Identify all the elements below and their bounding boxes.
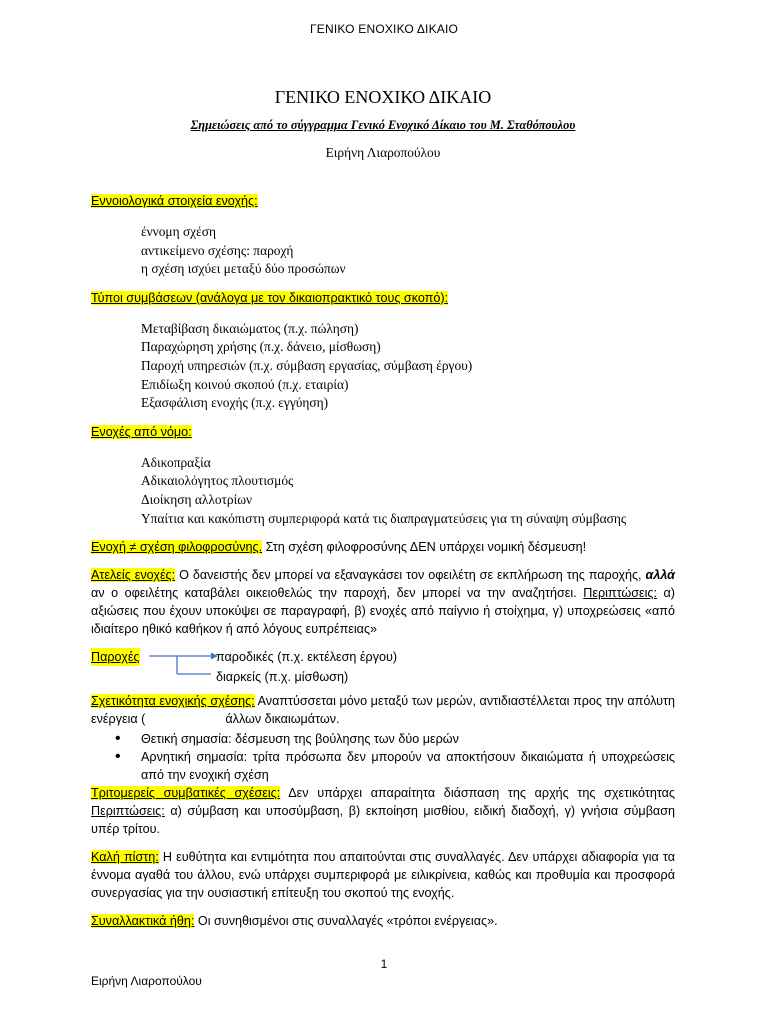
- section-contracts-heading: [91, 289, 675, 307]
- cases-label: Περιπτώσεις:: [91, 804, 165, 819]
- paragraph-text: Οι συνηθισμένοι στις συναλλαγές «τρόποι ενέργειας».: [194, 914, 498, 929]
- highlighted-heading: Τριτομερείς συμβατικές σχέσεις:: [91, 786, 281, 801]
- highlighted-heading: Σχετικότητα ενοχικής σχέσης:: [91, 694, 255, 709]
- highlighted-heading: Ενοχές από νόμο:: [91, 424, 192, 439]
- list-item: αντικείμενο σχέσης: παροχή: [141, 242, 294, 258]
- section-concepts-heading: [91, 192, 675, 210]
- list-item: Παροχή υπηρεσιών (π.χ. σύμβαση εργασίας, σύμβαση έργου): [141, 357, 473, 373]
- paragraph-text: α) αξιώσεις που έχουν υποκύψει σε παραγραφή, β) ενοχές από παίγνιο ή στοίχημα, γ) υποχρεώσεις «από ιδιαίτερο ηθικό καθήκον ή από λόγους ευπρέπειας»: [91, 586, 675, 637]
- document-subtitle: Σημειώσεις από το σύγγραμμα Γενικό Ενοχικό Δίκαιο του Μ. Σταθόπουλου: [190, 118, 576, 132]
- section-third-party: [91, 784, 675, 838]
- contracts-list: [141, 320, 675, 413]
- section-imperfect: [91, 566, 675, 638]
- section-good-faith: [91, 848, 675, 902]
- list-item: Εξασφάλιση ενοχής (π.χ. εγγύηση): [141, 395, 329, 411]
- highlighted-heading: Καλή πίστη:: [91, 850, 159, 865]
- section-provisions: [91, 648, 675, 688]
- list-item: Επιδίωξη κοινού σκοπού (π.χ. εταιρία): [141, 376, 349, 392]
- list-item: Αδικαιολόγητος πλουτισμός: [141, 473, 294, 489]
- document-title: ΓΕΝΙΚΟ ΕΝΟΧΙΚΟ ΔΙΚΑΙΟ: [274, 87, 492, 107]
- bullet-item: • Θετική σημασία: δέσμευση της βούλησης των δύο μερών: [91, 730, 675, 748]
- provision-item: διαρκείς (π.χ. μίσθωση): [216, 670, 349, 685]
- paragraph-text: Η ευθύτητα και εντιμότητα που απαιτούνται στις συναλλαγές. Δεν υπάρχει αδιαφορία για τα έννομα αγαθά του άλλου, ενώ υπάρχει συμπεριφορά με ειλικρίνεια, καθώς και προθυμία και προσφορά συνεργασίας για την ουσιαστική επίτευξη του σκοπού της ενοχής.: [91, 850, 675, 901]
- page-number: 1: [380, 957, 388, 971]
- provision-item: παροδικές (π.χ. εκτέλεση έργου): [216, 650, 398, 665]
- section-customs: [91, 912, 675, 930]
- paragraph-text: άλλων δικαιωμάτων.: [225, 712, 340, 727]
- concepts-list: [141, 223, 675, 279]
- list-item: η σχέση ισχύει μεταξύ δύο προσώπων: [141, 261, 346, 277]
- section-law-heading: [91, 423, 675, 441]
- highlighted-heading: Ενοχή ≠ σχέση φιλοφροσύνης.: [91, 540, 263, 555]
- paragraph-text: α) σύμβαση και υποσύμβαση, β) εκποίηση μισθίου, ειδική διαδοχή, γ) γνήσια σύμβαση υπέρ τρίτου.: [91, 804, 675, 837]
- document-author: Ειρήνη Λιαροπούλου: [325, 145, 441, 160]
- paragraph-text: Ο δανειστής δεν μπορεί να εξαναγκάσει τον οφειλέτη σε εκπλήρωση της παροχής,: [175, 568, 646, 583]
- highlighted-heading: Ατελείς ενοχές:: [91, 568, 176, 583]
- paragraph-text: Αναπτύσσεται μόνο μεταξύ των μερών, αντιδιαστέλλεται προς την απόλυτη ενέργεια (: [91, 694, 675, 727]
- section-relativity: [91, 692, 675, 728]
- list-item: Αδικοπραξία: [141, 454, 211, 470]
- highlighted-heading: Τύποι συμβάσεων (ανάλογα με τον δικαιοπρακτικό τους σκοπό):: [91, 290, 449, 305]
- law-list: [141, 454, 675, 528]
- paragraph-text: Δεν υπάρχει απαραίτητα διάσπαση της αρχής της σχετικότητας: [280, 786, 676, 801]
- bullet-item: • Αρνητική σημασία: τρίτα πρόσωπα δεν μπορούν να αποκτήσουν δικαιώματα ή υποχρεώσεις από την ενοχική σχέση: [91, 748, 675, 784]
- highlighted-heading: Συναλλακτικά ήθη:: [91, 914, 195, 929]
- list-item: Διοίκηση αλλοτρίων: [141, 491, 253, 507]
- relativity-bullets: [91, 730, 675, 784]
- list-item: Μεταβίβαση δικαιώματος (π.χ. πώληση): [141, 320, 359, 336]
- document-body: [91, 86, 675, 940]
- branch-arrow-icon: [147, 648, 219, 680]
- section-friendship: [91, 538, 675, 556]
- emphasis-text: αλλά: [645, 568, 675, 583]
- paragraph-text: Στη σχέση φιλοφροσύνης ΔΕΝ υπάρχει νομική δέσμευση!: [262, 540, 587, 555]
- list-item: Υπαίτια και κακόπιστη συμπεριφορά κατά τις διαπραγματεύσεις για τη σύναψη σύμβασης: [141, 510, 627, 526]
- list-item: Παραχώρηση χρήσης (π.χ. δάνειο, μίσθωση): [141, 339, 381, 355]
- highlighted-heading: Παροχές: [91, 650, 140, 665]
- cases-label: Περιπτώσεις:: [583, 586, 657, 601]
- running-header: ΓΕΝΙΚΟ ΕΝΟΧΙΚΟ ΔΙΚΑΙΟ: [309, 22, 459, 36]
- highlighted-heading: Εννοιολογικά στοιχεία ενοχής:: [91, 194, 258, 208]
- list-item: έννομη σχέση: [141, 224, 216, 239]
- footer-author: Ειρήνη Λιαροπούλου: [91, 974, 202, 988]
- paragraph-text: αν ο οφειλέτης καταβάλει οικειοθελώς την παροχή, δεν μπορεί να την αναζητήσει.: [91, 586, 584, 601]
